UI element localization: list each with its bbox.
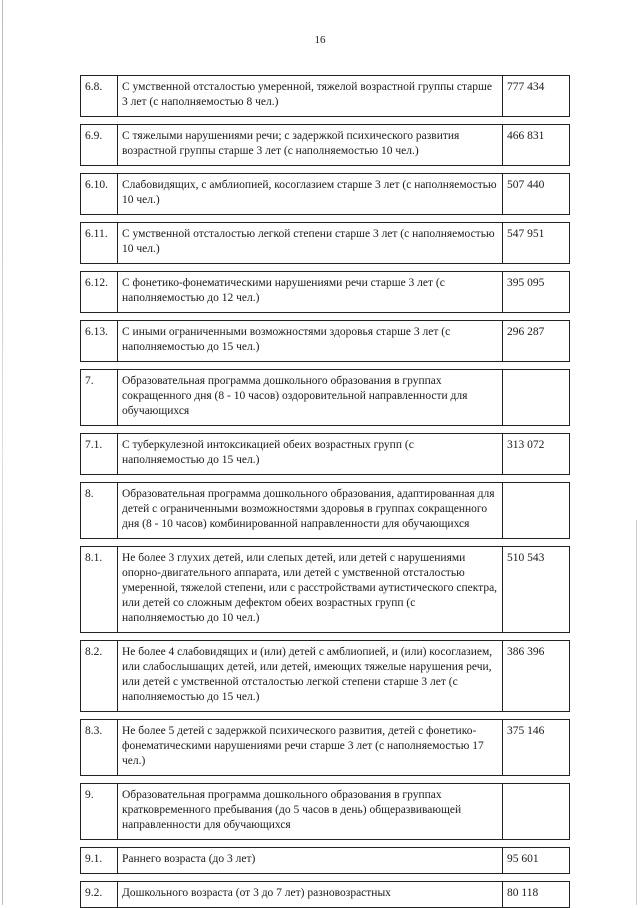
row-description-cell: Образовательная программа дошкольного образования в группах сокращенного дня (8 - 10 часов) оздоровительной направленности для обучающихся [118,370,503,426]
row-value-cell [503,370,570,426]
row-gap [81,633,570,641]
row-value-cell: 395 095 [503,272,570,313]
row-description-cell: С иными ограниченными возможностями здоровья старше 3 лет (с наполняемостью до 15 чел.) [118,321,503,362]
row-number-cell: 6.10. [81,174,118,215]
row-gap-cell [118,475,503,483]
row-number-cell: 6.12. [81,272,118,313]
row-gap [81,426,570,434]
row-value-cell: 510 543 [503,547,570,633]
row-gap-cell [118,712,503,720]
row-number-cell: 6.11. [81,223,118,264]
row-gap-cell [81,475,118,483]
row-description-cell: Не более 3 глухих детей, или слепых детей, или детей с нарушениями опорно-двигательного аппарата, или детей с умственной отсталостью умеренной, тяжелой степени, или с расстройствами аутистического спектра, или детей со сложным дефектом обеих возрастных групп (с наполняемостью до 10 чел.) [118,547,503,633]
row-gap-cell [503,264,570,272]
table-row [81,483,570,539]
row-gap-cell [503,475,570,483]
row-number-cell: 7.1. [81,434,118,475]
row-description-cell: Не более 5 детей с задержкой психического развития, детей с фонетико-фонематическими нарушениями речи старше 3 лет (с наполняемостью 17 чел.) [118,720,503,776]
row-gap-cell [503,215,570,223]
row-gap-cell [81,539,118,547]
row-value-cell: 777 434 [503,76,570,117]
row-number-cell: 6.9. [81,125,118,166]
row-gap [81,166,570,174]
row-gap [81,840,570,848]
table-row [81,848,570,874]
table-row [81,174,570,215]
row-gap [81,117,570,125]
table-row [81,547,570,633]
row-value-cell [503,483,570,539]
row-number-cell: 9.2. [81,882,118,908]
row-number-cell: 8.3. [81,720,118,776]
row-number-cell: 6.8. [81,76,118,117]
table-row [81,272,570,313]
row-gap-cell [81,840,118,848]
row-gap [81,215,570,223]
row-gap-cell [81,166,118,174]
row-description-cell: С фонетико-фонематическими нарушениями речи старше 3 лет (с наполняемостью до 12 чел.) [118,272,503,313]
table-row [81,125,570,166]
row-gap [81,313,570,321]
row-value-cell: 386 396 [503,641,570,712]
row-value-cell [503,784,570,840]
row-gap-cell [503,712,570,720]
row-number-cell: 9.1. [81,848,118,874]
table-row [81,784,570,840]
table-row [81,223,570,264]
row-number-cell: 8.2. [81,641,118,712]
row-description-cell: С туберкулезной интоксикацией обеих возрастных групп (с наполняемостью до 15 чел.) [118,434,503,475]
row-number-cell: 8. [81,483,118,539]
row-number-cell: 9. [81,784,118,840]
row-number-cell: 6.13. [81,321,118,362]
row-gap-cell [503,874,570,882]
row-gap-cell [503,633,570,641]
row-gap-cell [503,166,570,174]
table-row [81,76,570,117]
row-gap [81,264,570,272]
row-value-cell: 547 951 [503,223,570,264]
row-value-cell: 375 146 [503,720,570,776]
row-value-cell: 80 118 [503,882,570,908]
row-gap-cell [118,313,503,321]
table-row [81,434,570,475]
scan-edge-right [636,520,637,905]
row-gap-cell [118,426,503,434]
table-row [81,321,570,362]
row-description-cell: Дошкольного возраста (от 3 до 7 лет) разновозрастных [118,882,503,908]
row-gap-cell [81,712,118,720]
row-number-cell: 8.1. [81,547,118,633]
row-gap-cell [118,633,503,641]
row-value-cell: 466 831 [503,125,570,166]
row-gap-cell [118,264,503,272]
row-gap-cell [503,539,570,547]
row-description-cell: С тяжелыми нарушениями речи; с задержкой психического развития возрастной группы старше 3 лет (с наполняемостью 10 чел.) [118,125,503,166]
row-value-cell: 296 287 [503,321,570,362]
row-gap-cell [503,362,570,370]
table-row [81,720,570,776]
row-gap-cell [118,776,503,784]
table-row [81,882,570,908]
row-description-cell: Не более 4 слабовидящих и (или) детей с амблиопией, и (или) косоглазием, или слабослышащих детей, или детей, имеющих тяжелые нарушения речи, или детей с умственной отсталостью легкой степени старше 3 лет (с наполняемостью до 15 чел.) [118,641,503,712]
row-gap [81,475,570,483]
row-gap-cell [81,874,118,882]
row-description-cell: Образовательная программа дошкольного образования, адаптированная для детей с ограниченными возможностями здоровья в группах сокращенного дня (8 - 10 часов) комбинированной направленности для обучающихся [118,483,503,539]
table-row [81,641,570,712]
row-value-cell: 507 440 [503,174,570,215]
row-description-cell: С умственной отсталостью умеренной, тяжелой возрастной группы старше 3 лет (с наполняемостью 8 чел.) [118,76,503,117]
row-gap [81,776,570,784]
table-body [81,76,570,908]
row-gap-cell [503,313,570,321]
row-gap-cell [503,776,570,784]
row-gap [81,712,570,720]
page-number: 16 [314,34,326,46]
row-gap-cell [81,215,118,223]
row-gap [81,362,570,370]
row-gap-cell [81,117,118,125]
row-number-cell: 7. [81,370,118,426]
row-gap-cell [503,840,570,848]
row-gap-cell [81,426,118,434]
row-value-cell: 313 072 [503,434,570,475]
row-gap [81,539,570,547]
row-value-cell: 95 601 [503,848,570,874]
row-gap-cell [81,362,118,370]
tariff-table [80,75,570,908]
row-description-cell: Слабовидящих, с амблиопией, косоглазием старше 3 лет (с наполняемостью 10 чел.) [118,174,503,215]
table-row [81,370,570,426]
row-gap-cell [118,117,503,125]
row-description-cell: Образовательная программа дошкольного образования в группах кратковременного пребывания (до 5 часов в день) общеразвивающей направленности для обучающихся [118,784,503,840]
row-gap-cell [81,313,118,321]
row-gap-cell [118,215,503,223]
row-gap-cell [118,166,503,174]
row-gap-cell [503,117,570,125]
row-gap-cell [503,426,570,434]
row-gap-cell [81,776,118,784]
scan-edge-left [2,0,3,905]
row-gap-cell [81,264,118,272]
row-gap-cell [118,362,503,370]
row-gap-cell [118,874,503,882]
row-gap [81,874,570,882]
row-gap-cell [81,633,118,641]
row-description-cell: С умственной отсталостью легкой степени старше 3 лет (с наполняемостью 10 чел.) [118,223,503,264]
row-gap-cell [118,840,503,848]
row-gap-cell [118,539,503,547]
row-description-cell: Раннего возраста (до 3 лет) [118,848,503,874]
